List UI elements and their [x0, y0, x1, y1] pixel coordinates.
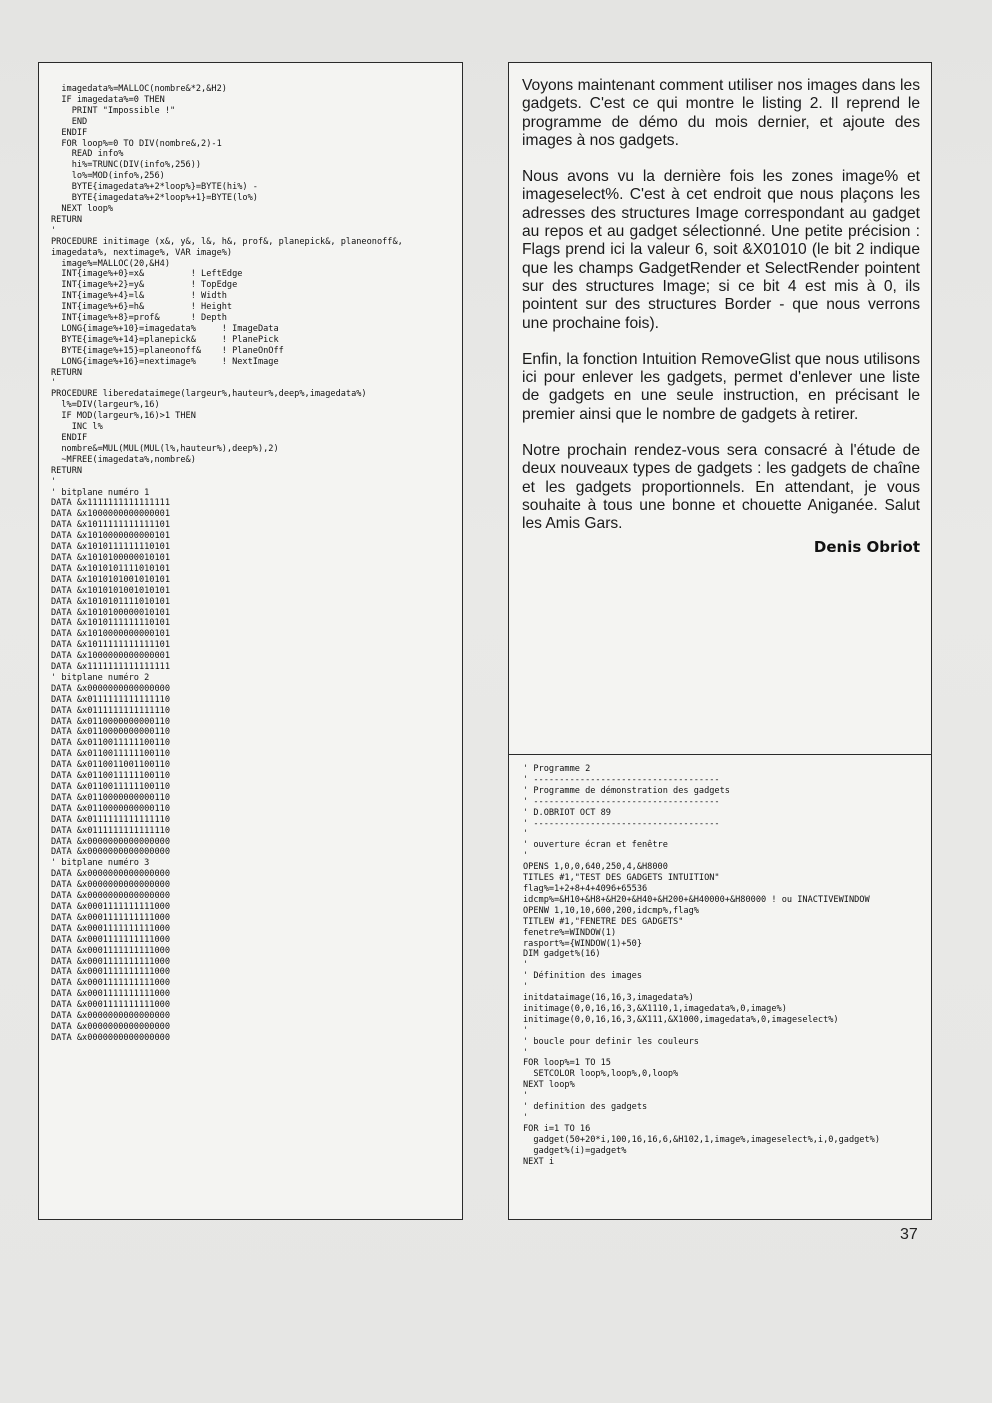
code-line: DATA &x0111111111111110: [51, 705, 170, 716]
code-line: ': [523, 1091, 529, 1102]
code-line: DATA &x0110011111100110: [51, 738, 170, 749]
code-line: DATA &x0110000000000110: [51, 792, 170, 803]
code-line: BYTE{image%+14}=planepick& ! PlanePick: [51, 334, 279, 345]
code-line: gadget%(i)=gadget%: [523, 1145, 627, 1156]
code-line: DATA &x0000000000000000: [51, 836, 170, 847]
code-line: INT{image%+2}=y& ! TopEdge: [51, 280, 238, 291]
code-line: ': [523, 1113, 529, 1123]
code-line: DATA &x0000000000000000: [51, 847, 170, 858]
code-line: DATA &x1010101111010101: [51, 563, 170, 574]
code-line: ENDIF: [51, 127, 88, 138]
code-line: initimage(0,0,16,16,3,&X111,&X1000,imagedata%,0,imageselect%): [523, 1014, 839, 1025]
code-line: IF MOD(largeur%,16)>1 THEN: [51, 411, 196, 422]
code-line: ' Programme de démonstration des gadgets: [523, 785, 730, 796]
code-line: NEXT loop%: [51, 203, 114, 214]
code-line: DATA &x0001111111111000: [51, 934, 170, 945]
code-line: BYTE{imagedata%+2*loop%}=BYTE(hi%) -: [51, 182, 258, 193]
code-line: rasport%={WINDOW(1)+50}: [523, 938, 642, 949]
code-line: RETURN: [51, 214, 83, 225]
listing-1-code: [51, 84, 403, 1044]
code-line: DATA &x1111111111111111: [51, 498, 170, 509]
code-line: DATA &x0000000000000000: [51, 869, 170, 880]
code-line: DATA &x1011111111111101: [51, 640, 170, 651]
code-line: gadget(50+20*i,100,16,16,6,&H102,1,image%,imageselect%,i,0,gadget%): [523, 1134, 880, 1145]
code-line: SETCOLOR loop%,loop%,0,loop%: [523, 1069, 679, 1080]
code-line: ': [523, 982, 529, 993]
code-line: DATA &x0001111111111000: [51, 989, 170, 1000]
code-line: ' Définition des images: [523, 971, 642, 982]
code-line: DATA &x0000000000000000: [51, 683, 170, 694]
code-line: DATA &x0000000000000000: [51, 1011, 170, 1022]
code-line: INT{image%+8}=prof& ! Depth: [51, 313, 227, 324]
listing-2-code: [523, 764, 880, 1168]
code-line: ': [523, 960, 529, 971]
listing-1-panel: [38, 62, 463, 1220]
code-line: NEXT i: [523, 1156, 555, 1167]
code-line: ' bitplane numéro 3: [51, 858, 150, 869]
article-body: [522, 77, 920, 556]
code-line: DATA &x0001111111111000: [51, 956, 170, 967]
article-paragraph-2: Nous avons vu la dernière fois les zones image% et imageselect%. C'est à cet endroit que nous plaçons les adresses des structures Image correspondant au gadget au repos et au gadget sélectionné. Une petite précision : Flags prend ici la valeur 6, soit &X01010 (le bit 2 indique que les champs GadgetRender et SelectRender pointent sur des structures Image; si ce bit 4 est mis à 0, ils pointent sur des structures Border - que nous verrons une prochaine fois).: [522, 168, 920, 332]
code-line: INT{image%+0}=x& ! LeftEdge: [51, 269, 243, 280]
code-line: lo%=MOD(info%,256): [51, 171, 165, 182]
code-line: ': [523, 851, 529, 862]
page-number: 37: [900, 1226, 918, 1243]
code-line: DATA &x0110000000000110: [51, 716, 170, 727]
code-line: ': [51, 476, 57, 487]
code-line: TITLES #1,"TEST DES GADGETS INTUITION": [523, 873, 720, 884]
code-line: DATA &x0001111111111000: [51, 1000, 170, 1011]
code-line: DATA &x0000000000000000: [51, 880, 170, 891]
code-line: DATA &x0001111111111000: [51, 978, 170, 989]
code-line: PROCEDURE initimage (x&, y&, l&, h&, prof&, planepick&, planeonoff&,: [51, 236, 403, 247]
code-line: DATA &x0111111111111110: [51, 825, 170, 836]
code-line: DATA &x1010101111010101: [51, 596, 170, 607]
code-line: DATA &x1010101001010101: [51, 574, 170, 585]
code-line: ' definition des gadgets: [523, 1102, 648, 1113]
code-line: DATA &x1011111111111101: [51, 520, 170, 531]
code-line: ' Programme 2: [523, 764, 591, 774]
code-line: DATA &x0110011111100110: [51, 749, 170, 760]
code-line: INT{image%+4}=l& ! Width: [51, 291, 227, 302]
code-line: READ info%: [51, 149, 124, 160]
code-line: IF imagedata%=0 THEN: [51, 94, 165, 105]
code-line: ': [523, 1025, 529, 1036]
article-panel: [508, 62, 932, 1220]
code-line: PROCEDURE liberedataimege(largeur%,hauteur%,deep%,imagedata%): [51, 389, 367, 400]
code-line: DATA &x1010100000010101: [51, 607, 170, 618]
code-line: ' boucle pour definir les couleurs: [523, 1036, 699, 1047]
code-line: ': [523, 829, 529, 840]
code-line: DATA &x1111111111111111: [51, 662, 170, 673]
article-paragraph-3: Enfin, la fonction Intuition RemoveGlist que nous utilisons ici pour enlever les gadgets, permet d'enlever une liste de gadgets en une seule instruction, en précisant le premier ainsi que le nombre de gadgets à retirer.: [522, 350, 920, 423]
code-line: LONG{image%+10}=imagedata% ! ImageData: [51, 323, 279, 334]
code-line: ' bitplane numéro 1: [51, 487, 150, 498]
code-line: ' D.OBRIOT OCT 89: [523, 807, 611, 818]
author-signature: Denis Obriot: [813, 537, 920, 556]
code-line: DATA &x0110011001100110: [51, 760, 170, 771]
code-line: DATA &x0001111111111000: [51, 967, 170, 978]
code-line: image%=MALLOC(20,&H4): [51, 258, 170, 269]
code-line: DATA &x0111111111111110: [51, 814, 170, 825]
code-line: BYTE{imagedata%+2*loop%+1}=BYTE(lo%): [51, 193, 258, 204]
code-line: DATA &x1000000000000001: [51, 651, 170, 662]
code-line: FOR loop%=0 TO DIV(nombre&,2)-1: [51, 138, 222, 149]
code-line: DATA &x1010101001010101: [51, 585, 170, 596]
code-line: initimage(0,0,16,16,3,&X1110,1,imagedata%,0,image%): [523, 1003, 787, 1014]
code-line: DATA &x0000000000000000: [51, 1021, 170, 1032]
code-line: ' ------------------------------------: [523, 796, 720, 807]
code-line: DATA &x1000000000000001: [51, 509, 170, 520]
code-line: ': [51, 378, 57, 389]
code-line: DATA &x1010111111110101: [51, 618, 170, 629]
article-paragraph-4: Notre prochain rendez-vous sera consacré à l'étude de deux nouveaux types de gadgets : les gadgets de chaîne et les gadgets proportionnels. En attendant, je vous souhaite à tous une bonne et chouette Aniganée. Salut les Amis Gars.: [522, 442, 920, 533]
code-line: nombre&=MUL(MUL(MUL(l%,hauteur%),deep%),2): [51, 443, 279, 454]
code-line: ~MFREE(imagedata%,nombre&): [51, 454, 196, 465]
code-line: BYTE{image%+15}=planeonoff& ! PlaneOnOff: [51, 345, 284, 356]
code-line: DATA &x0001111111111000: [51, 923, 170, 934]
code-line: DATA &x1010000000000101: [51, 531, 170, 542]
code-line: DATA &x1010000000000101: [51, 629, 170, 640]
code-line: DATA &x0001111111111000: [51, 945, 170, 956]
code-line: RETURN: [51, 465, 83, 476]
code-line: DIM gadget%(16): [523, 949, 601, 960]
code-line: END: [51, 116, 88, 127]
code-line: fenetre%=WINDOW(1): [523, 927, 617, 938]
code-line: ' ouverture écran et fenêtre: [523, 840, 668, 851]
code-line: DATA &x1010100000010101: [51, 552, 170, 563]
code-line: ': [523, 1047, 529, 1058]
code-line: ' bitplane numéro 2: [51, 672, 150, 683]
code-line: ' ------------------------------------: [523, 774, 720, 785]
code-line: PRINT "Impossible !": [51, 105, 176, 116]
code-line: ' ------------------------------------: [523, 818, 720, 829]
code-line: l%=DIV(largeur%,16): [51, 400, 160, 411]
code-line: DATA &x0001111111111000: [51, 901, 170, 912]
code-line: DATA &x0110000000000110: [51, 727, 170, 738]
code-line: FOR i=1 TO 16: [523, 1123, 591, 1134]
panel-divider: [509, 754, 931, 755]
code-line: imagedata%, nextimage%, VAR image%): [51, 247, 233, 258]
code-line: RETURN: [51, 367, 83, 378]
code-line: imagedata%=MALLOC(nombre&*2,&H2): [51, 84, 227, 94]
code-line: DATA &x0000000000000000: [51, 1032, 170, 1043]
code-line: DATA &x0110011111100110: [51, 771, 170, 782]
code-line: DATA &x0001111111111000: [51, 912, 170, 923]
code-line: ENDIF: [51, 433, 88, 443]
code-line: ': [51, 225, 57, 236]
code-line: idcmp%=&H10+&H8+&H20+&H40+&H200+&H40000+&H80000 ! ou INACTIVEWINDOW: [523, 894, 870, 905]
code-line: DATA &x0110000000000110: [51, 803, 170, 814]
code-line: DATA &x0110011111100110: [51, 782, 170, 792]
code-line: INT{image%+6}=h& ! Height: [51, 302, 233, 313]
code-line: initdataimage(16,16,3,imagedata%): [523, 993, 694, 1004]
code-line: FOR loop%=1 TO 15: [523, 1058, 611, 1069]
code-line: LONG{image%+16}=nextimage% ! NextImage: [51, 356, 279, 367]
code-line: flag%=1+2+8+4+4096+65536: [523, 883, 648, 894]
code-line: hi%=TRUNC(DIV(info%,256)): [51, 160, 202, 171]
code-line: DATA &x0111111111111110: [51, 694, 170, 705]
code-line: DATA &x1010111111110101: [51, 542, 170, 553]
code-line: OPENS 1,0,0,640,250,4,&H8000: [523, 862, 668, 873]
code-line: DATA &x0000000000000000: [51, 891, 170, 902]
article-paragraph-1: Voyons maintenant comment utiliser nos images dans les gadgets. C'est ce qui montre le listing 2. Il reprend le programme de démo du mois dernier, et ajoute des images à nos gadgets.: [522, 77, 920, 149]
code-line: OPENW 1,10,10,600,200,idcmp%,flag%: [523, 905, 699, 916]
code-line: NEXT loop%: [523, 1080, 575, 1091]
code-line: INC l%: [51, 422, 103, 433]
code-line: TITLEW #1,"FENETRE DES GADGETS": [523, 916, 684, 927]
